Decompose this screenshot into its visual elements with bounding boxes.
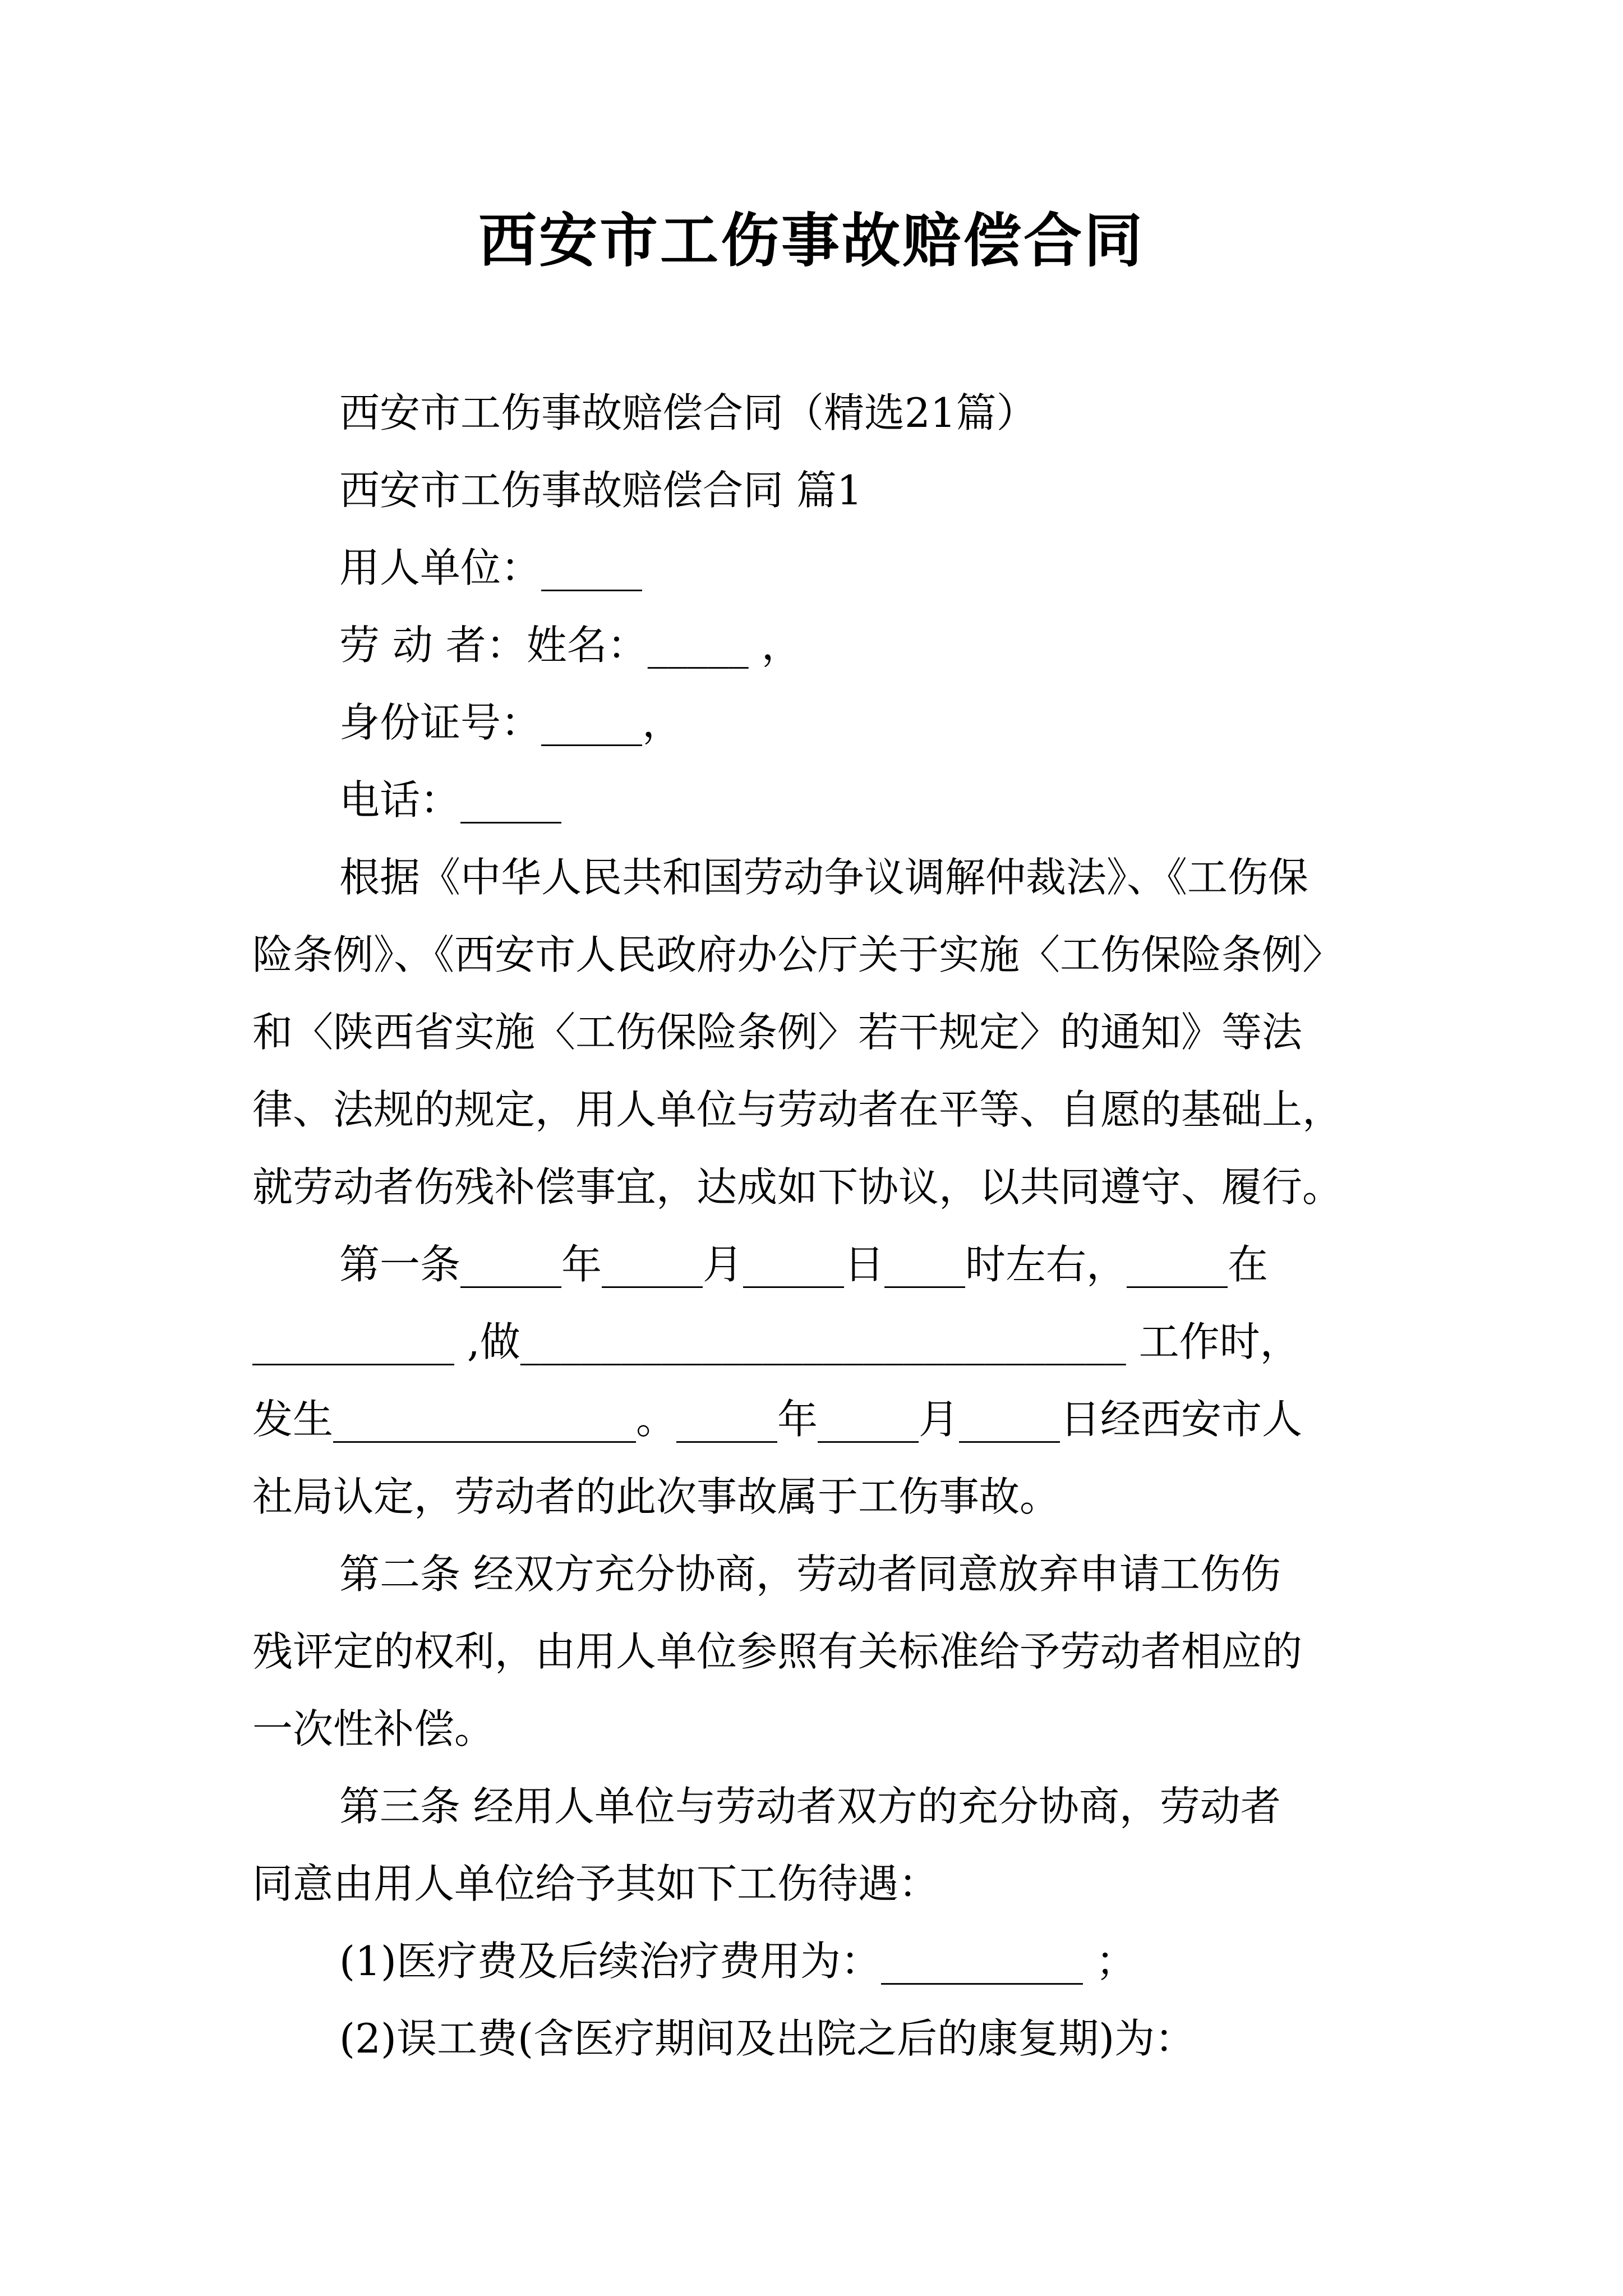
document-title: 西安市工伤事故赔偿合同 (478, 206, 1145, 275)
item-medical-fee: (1)医疗费及后续治疗费用为：__________ ； (339, 1938, 1136, 1985)
subtitle: 西安市工伤事故赔偿合同（精选21篇） (339, 389, 1037, 436)
employer-field: 用人单位：_____ (339, 544, 643, 591)
paragraph-line: 险条例》、《西安市人民政府办公厅关于实施〈工伤保险条例〉 (252, 931, 1343, 978)
id-number-field: 身份证号：_____， (339, 699, 683, 746)
article-2-line: 第二条 经双方充分协商，劳动者同意放弃申请工伤伤 (339, 1550, 1281, 1598)
paragraph-line: 和〈陕西省实施〈工伤保险条例〉若干规定〉的通知》等法 (252, 1009, 1303, 1056)
phone-field: 电话：_____ (339, 776, 562, 823)
worker-name-field: 劳 动 者：姓名：_____ ， (339, 622, 802, 669)
article-1-line: 社局认定，劳动者的此次事故属于工伤事故。 (252, 1473, 1061, 1520)
article-3-line: 同意由用人单位给予其如下工伤待遇： (252, 1860, 939, 1907)
article-1-line: 发生_______________。_____年_____月_____日经西安市人 (252, 1396, 1303, 1443)
article-3-line: 第三条 经用人单位与劳动者双方的充分协商，劳动者 (339, 1783, 1281, 1830)
article-2-line: 一次性补偿。 (252, 1705, 495, 1752)
article-1-line: 第一条_____年_____月_____日____时左右，_____在 (339, 1241, 1269, 1288)
paragraph-line: 根据《中华人民共和国劳动争议调解仲裁法》、《工伤保 (339, 854, 1309, 901)
item-lost-wages: (2)误工费(含医疗期间及出院之后的康复期)为： (339, 2015, 1196, 2062)
paragraph-line: 就劳动者伤残补偿事宜，达成如下协议，以共同遵守、履行。 (252, 1163, 1343, 1211)
paragraph-line: 律、法规的规定，用人单位与劳动者在平等、自愿的基础上， (252, 1086, 1343, 1133)
article-1-line: __________ ,做______________________________ 工作时， (252, 1318, 1301, 1365)
section-heading: 西安市工伤事故赔偿合同 篇1 (339, 467, 863, 514)
article-2-line: 残评定的权利，由用人单位参照有关标准给予劳动者相应的 (252, 1628, 1303, 1675)
